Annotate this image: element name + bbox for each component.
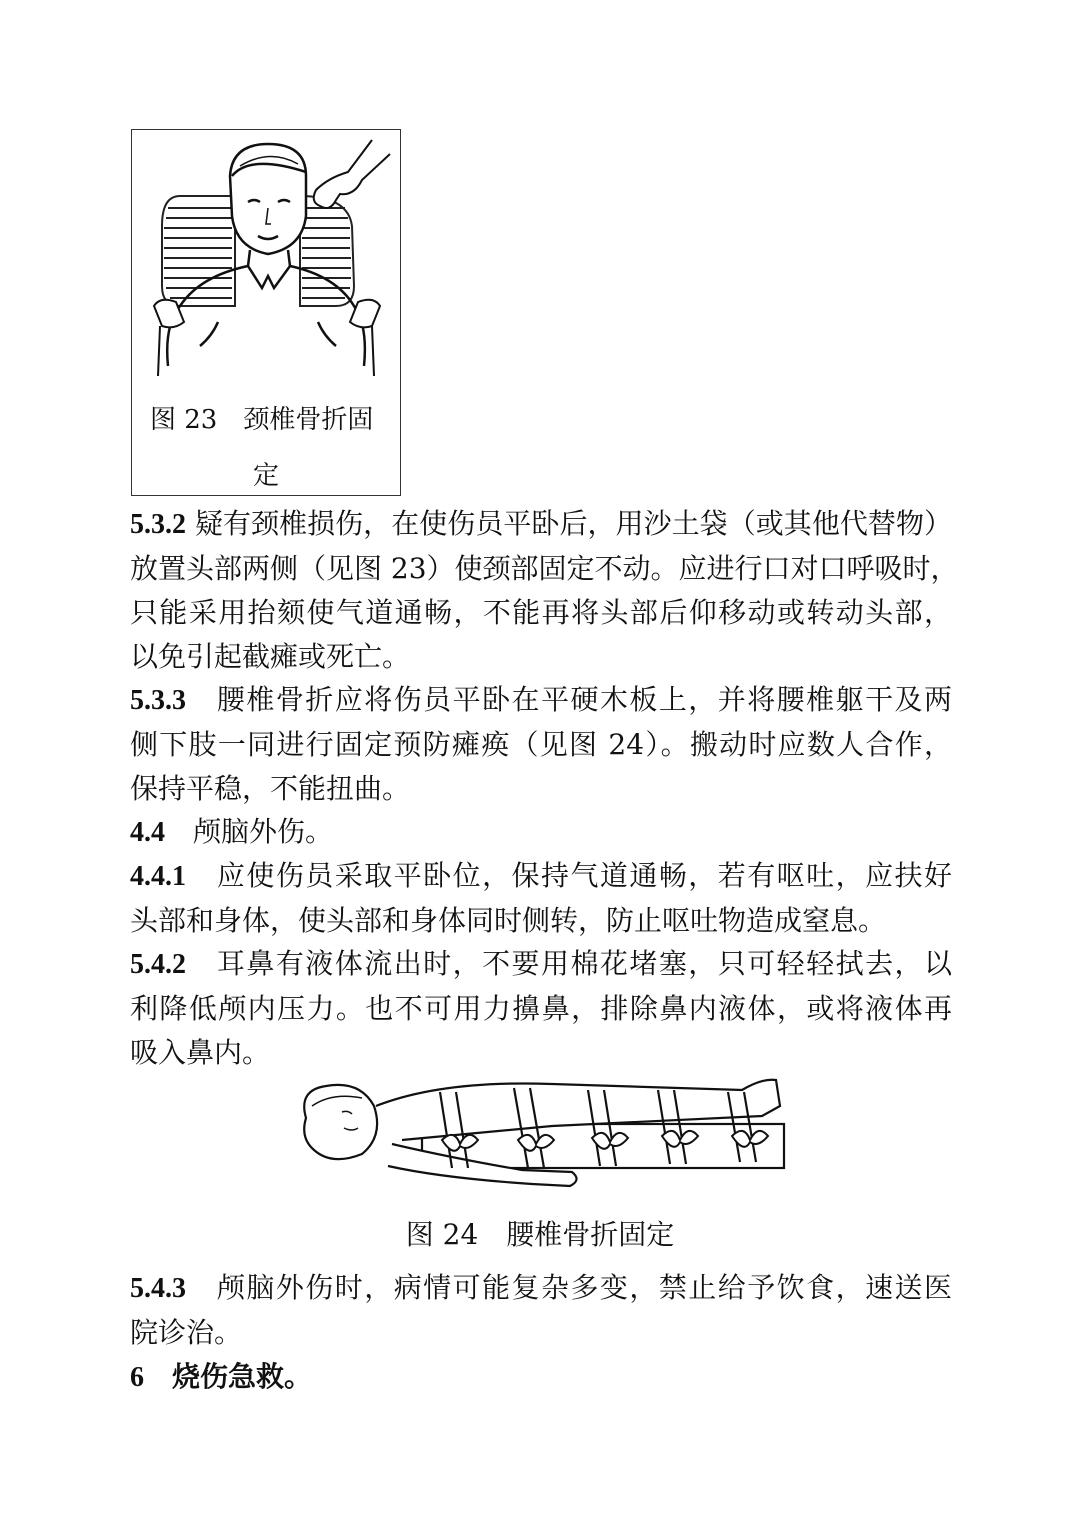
section-number: 6 <box>130 1362 144 1393</box>
text-line: 5.4.2 耳鼻有液体流出时，不要用棉花堵塞，只可轻轻拭去，以 <box>130 947 952 980</box>
patient-head <box>230 144 306 254</box>
section-number: 5.3.2 <box>130 509 186 540</box>
section-number: 4.4 <box>130 817 165 848</box>
figure-23-illustration <box>140 136 394 386</box>
text-line: 吸入鼻内。 <box>130 1036 271 1069</box>
section-4-4-1 <box>130 854 952 943</box>
section-number: 5.4.2 <box>130 949 186 980</box>
helper-hands <box>154 300 380 376</box>
text-line: 利降低颅内压力。也不可用力擤鼻，排除鼻内液体，或将液体再 <box>130 992 952 1025</box>
text-line: 只能采用抬颏使气道通畅，不能再将头部后仰移动或转动头部， <box>130 596 952 629</box>
sandbag-right <box>300 196 354 306</box>
text-line: 4.4.1 应使伤员采取平卧位，保持气道通畅，若有呕吐，应扶好 <box>130 859 952 892</box>
section-5-4-3 <box>130 1266 952 1355</box>
figure-23-frame <box>131 129 401 496</box>
section-number: 4.4.1 <box>130 861 186 892</box>
text-line: 5.4.3 颅脑外伤时，病情可能复杂多变，禁止给予饮食，速送医 <box>130 1271 952 1304</box>
text-line: 保持平稳，不能扭曲。 <box>130 772 411 805</box>
section-number: 5.4.3 <box>130 1273 186 1304</box>
section-5-4-2 <box>130 942 952 1075</box>
text-line: 以免引起截瘫或死亡。 <box>130 640 411 673</box>
text-line: 5.3.2 疑有颈椎损伤，在使伤员平卧后，用沙土袋（或其他代替物） <box>130 507 952 540</box>
figure-23-caption-line2: 定 <box>253 461 280 491</box>
text-line: 放置头部两侧（见图 23）使颈部固定不动。应进行口对口呼吸时， <box>130 552 959 585</box>
figure-24-caption: 图 24 腰椎骨折固定 <box>405 1218 675 1251</box>
text-line: 院诊治。 <box>130 1316 243 1349</box>
figure-23-caption-line1: 图 23 颈椎骨折固 <box>150 405 374 435</box>
figure-24-illustration <box>292 1066 788 1202</box>
pointing-hand <box>314 140 390 208</box>
sandbag-left <box>162 196 235 306</box>
section-6-title: 烧伤急救。 <box>144 1360 313 1393</box>
section-5-3-2 <box>130 502 959 679</box>
section-4-4 <box>130 810 952 855</box>
text-line: 侧下肢一同进行固定预防瘫痪（见图 24）。搬动时应数人合作， <box>130 728 952 761</box>
text-line: 5.3.3 腰椎骨折应将伤员平卧在平硬木板上，并将腰椎躯干及两 <box>130 683 952 716</box>
text-line: 头部和身体，使头部和身体同时侧转，防止呕吐物造成窒息。 <box>130 904 887 937</box>
section-5-3-3 <box>130 678 952 811</box>
section-6-heading <box>130 1355 312 1400</box>
text-line: 4.4 颅脑外伤。 <box>130 815 334 848</box>
section-number: 5.3.3 <box>130 685 186 716</box>
